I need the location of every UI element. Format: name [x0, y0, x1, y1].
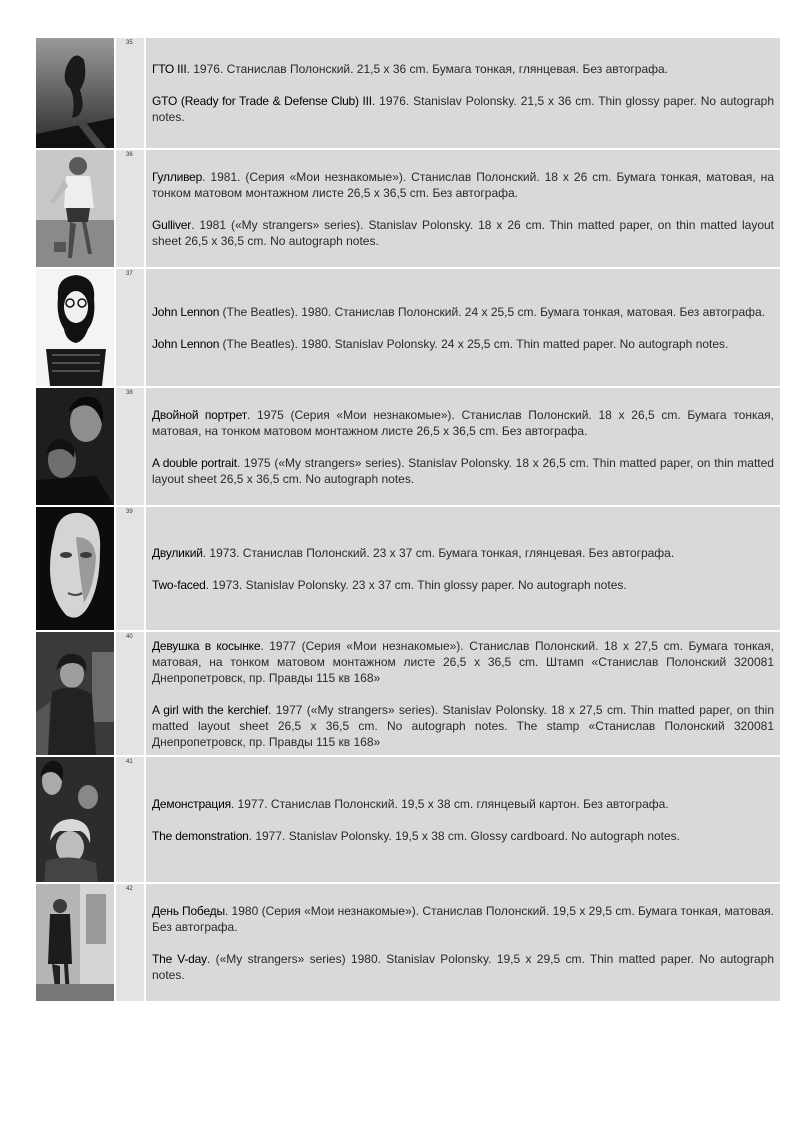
item-number: 39	[126, 509, 133, 515]
item-number: 38	[126, 390, 133, 396]
catalog-row	[36, 150, 780, 267]
statue-photo	[36, 38, 114, 148]
russian-description: Девушка в косынке. 1977 (Серия «Мои незнакомые»). Станислав Полонский. 18 x 27,5 cm. Бумага тонкая, матовая, на тонком матовом монтажном листе 26,5 x 36,5 cm. Штамп «Станислав Полонский 320081 Днепропетровск, пр. Правды 115 кв 168»	[152, 638, 775, 685]
item-number-cell	[116, 884, 144, 1001]
russian-description: Демонстрация. 1977. Станислав Полонский. 19,5 x 38 cm. глянцевый картон. Без автографа.	[152, 796, 669, 811]
description-cell	[146, 38, 780, 148]
english-description: The V-day. («My strangers» series) 1980. Stanislav Polonsky. 19,5 x 29,5 cm. Thin matted paper. No autograph notes.	[152, 951, 775, 982]
lennon-portrait-photo	[36, 269, 114, 386]
description-cell	[146, 269, 780, 386]
russian-title: ГТО III	[152, 62, 187, 76]
demonstration-photo	[36, 757, 114, 882]
photo-cell	[36, 38, 114, 148]
english-title: Two-faced	[152, 577, 206, 592]
english-title: GTO (Ready for Trade & Defense Club) III	[152, 94, 372, 108]
item-number: 41	[126, 759, 133, 765]
catalog-row	[36, 884, 780, 1001]
catalog-row	[36, 507, 780, 630]
russian-title: День Победы	[152, 903, 225, 918]
double-portrait-photo	[36, 388, 114, 505]
photo-cell	[36, 757, 114, 882]
girl-kerchief-photo	[36, 632, 114, 755]
english-description: John Lennon (The Beatles). 1980. Stanislav Polonsky. 24 x 25,5 cm. Thin matted paper. No autograph notes.	[152, 336, 729, 351]
item-number-cell	[116, 507, 144, 630]
english-title: A double portrait	[152, 455, 237, 470]
english-title: John Lennon	[152, 336, 220, 351]
photo-cell	[36, 507, 114, 630]
english-title: Gulliver	[152, 217, 192, 232]
catalog-row	[36, 757, 780, 882]
english-title: The V-day	[152, 951, 207, 966]
item-number-cell	[116, 38, 144, 148]
item-number-cell	[116, 269, 144, 386]
english-description: A girl with the kerchief. 1977 («My strangers» series). Stanislav Polonsky. 18 x 27,5 cm. Thin matted paper, on thin matted layout sheet 26,5 x 36,5 cm. No autograph notes. The stamp «Станислав Полонский 320081 Днепропетровск, пр. Правды 115 кв 168»	[152, 702, 774, 749]
catalog-row	[36, 388, 780, 505]
english-title: A girl with the kerchief	[152, 702, 269, 717]
child-photo	[36, 150, 114, 267]
description-cell	[146, 388, 780, 505]
item-number-cell	[116, 150, 144, 267]
english-description: Gulliver. 1981 («My strangers» series). Stanislav Polonsky. 18 x 26 cm. Thin matted paper, on thin matted layout sheet 26,5 x 36,5 cm. No autograph notes.	[152, 217, 774, 248]
russian-title: Двуликий	[152, 545, 203, 560]
russian-title: Девушка в косынке	[152, 638, 261, 653]
catalog-row	[36, 38, 780, 148]
description-cell	[146, 150, 780, 267]
mask-face-photo	[36, 507, 114, 630]
russian-title: Демонстрация	[152, 796, 231, 811]
russian-description: Двойной портрет. 1975 (Серия «Мои незнакомые»). Станислав Полонский. 18 x 26,5 cm. Бумага тонкая, матовая, на тонком матовом монтажном листе 26,5 x 36,5 cm. Без автографа.	[152, 407, 775, 438]
photo-cell	[36, 150, 114, 267]
photo-cell	[36, 632, 114, 755]
description-cell	[146, 507, 780, 630]
english-description: Two-faced. 1973. Stanislav Polonsky. 23 x 37 cm. Thin glossy paper. No autograph notes.	[152, 577, 627, 592]
english-description: GTO (Ready for Trade & Defense Club) III. 1976. Stanislav Polonsky. 21,5 x 36 cm. Thin glossy paper. No autograph notes.	[152, 94, 774, 124]
item-number: 42	[126, 886, 133, 892]
russian-title: John Lennon	[152, 304, 220, 319]
catalog-row	[36, 632, 780, 755]
description-cell	[146, 884, 780, 1001]
v-day-photo	[36, 884, 114, 1001]
photo-cell	[36, 269, 114, 386]
russian-description: Гулливер. 1981. (Серия «Мои незнакомые»). Станислав Полонский. 18 x 26 cm. Бумага тонкая, матовая, на тонком матовом монтажном листе 26,5 x 36,5 cm. Без автографа.	[152, 169, 774, 200]
russian-title: Двойной портрет	[152, 407, 247, 422]
description-cell	[146, 757, 780, 882]
russian-description: Двуликий. 1973. Станислав Полонский. 23 x 37 cm. Бумага тонкая, глянцевая. Без автографа.	[152, 545, 675, 560]
english-description: The demonstration. 1977. Stanislav Polonsky. 19,5 x 38 cm. Glossy cardboard. No autograph notes.	[152, 828, 681, 843]
russian-title: Гулливер	[152, 169, 203, 184]
photo-cell	[36, 388, 114, 505]
item-number: 36	[126, 152, 133, 158]
item-number: 35	[126, 40, 133, 46]
photo-cell	[36, 884, 114, 1001]
item-number-cell	[116, 757, 144, 882]
description-cell	[146, 632, 780, 755]
item-number: 40	[126, 634, 133, 640]
russian-description: ГТО III. 1976. Станислав Полонский. 21,5 x 36 cm. Бумага тонкая, глянцевая. Без автографа.	[152, 62, 668, 76]
item-number-cell	[116, 632, 144, 755]
russian-description: День Победы. 1980 (Серия «Мои незнакомые»). Станислав Полонский. 19,5 x 29,5 cm. Бумага тонкая, матовая. Без автографа.	[152, 903, 775, 934]
item-number-cell	[116, 388, 144, 505]
item-number: 37	[126, 271, 133, 277]
english-description: A double portrait. 1975 («My strangers» series). Stanislav Polonsky. 18 x 26,5 cm. Thin matted paper, on thin matted layout sheet 26,5 x 36,5 cm. No autograph notes.	[152, 455, 774, 486]
catalog-row	[36, 269, 780, 386]
russian-description: John Lennon (The Beatles). 1980. Станислав Полонский. 24 x 25,5 cm. Бумага тонкая, матовая. Без автографа.	[152, 304, 766, 319]
english-title: The demonstration	[152, 828, 249, 843]
